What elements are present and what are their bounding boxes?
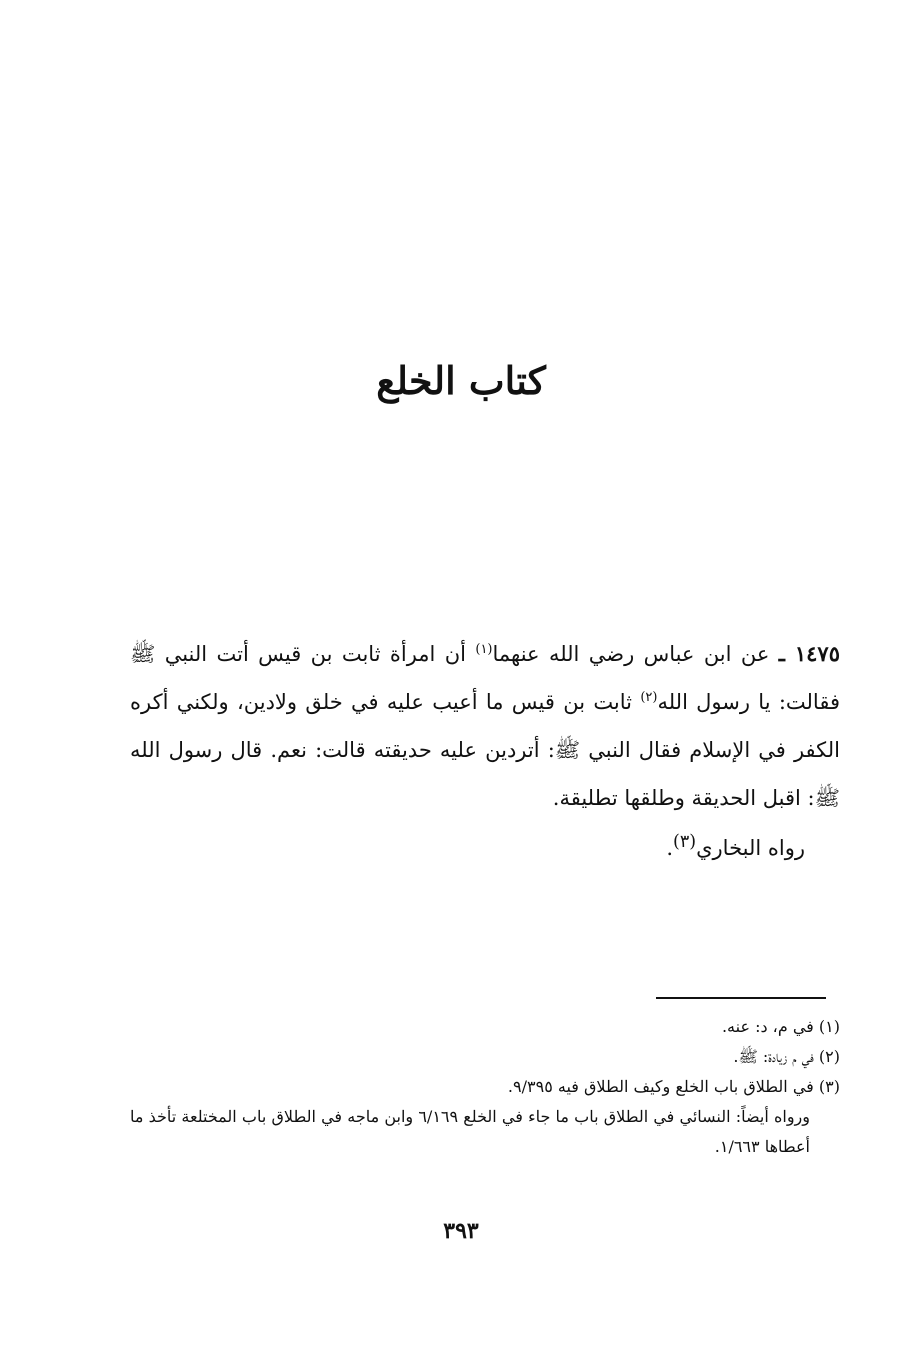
footnote-3-continuation: ورواه أيضاً: النسائي في الطلاق باب ما جاء في الخلع ٦/١٦٩ وابن ماجه في الطلاق باب المختلعة تأخذ ما أعطاها ١/٦٦٣. [130, 1107, 810, 1156]
footnote-divider [656, 997, 826, 999]
hadith-number: ١٤٧٥ ـ [778, 641, 840, 666]
footnote-marker-2: (٢) [640, 690, 658, 705]
footnotes [130, 1012, 840, 1162]
hadith-text-part-3: ثابت بن قيس ما أعيب عليه في خلق ولادين، ولكني أكره الكفر في الإسلام فقال النبي ﷺ: أتردين عليه حديقته قالت: نعم. قال رسول الله ﷺ: اقبل الحديقة وطلقها تطليقة. [130, 690, 840, 810]
page-number: ٣٩٣ [443, 1218, 479, 1244]
attribution-text: رواه البخاري [696, 836, 805, 860]
footnote-1: (١) في م، د: عنه. [721, 1017, 840, 1036]
chapter-title: كتاب الخلع [376, 358, 546, 403]
attribution-end: . [666, 836, 674, 860]
footnote-3: (٣) في الطلاق باب الخلع وكيف الطلاق فيه ٩/٣٩٥. [507, 1077, 840, 1096]
hadith-attribution [130, 822, 805, 868]
footnote-marker-1: (١) [475, 642, 493, 657]
footnote-2: (٢) في م زيادة: ﷺ. [733, 1047, 840, 1066]
hadith-paragraph [130, 630, 840, 822]
hadith-text-part-1: عن ابن عباس رضي الله عنهما [492, 642, 770, 666]
footnote-marker-3: (٣) [673, 832, 697, 852]
hadith-text-part-2: أن امرأة ثابت بن قيس أتت النبي ﷺ فقالت: يا رسول الله [130, 642, 840, 714]
